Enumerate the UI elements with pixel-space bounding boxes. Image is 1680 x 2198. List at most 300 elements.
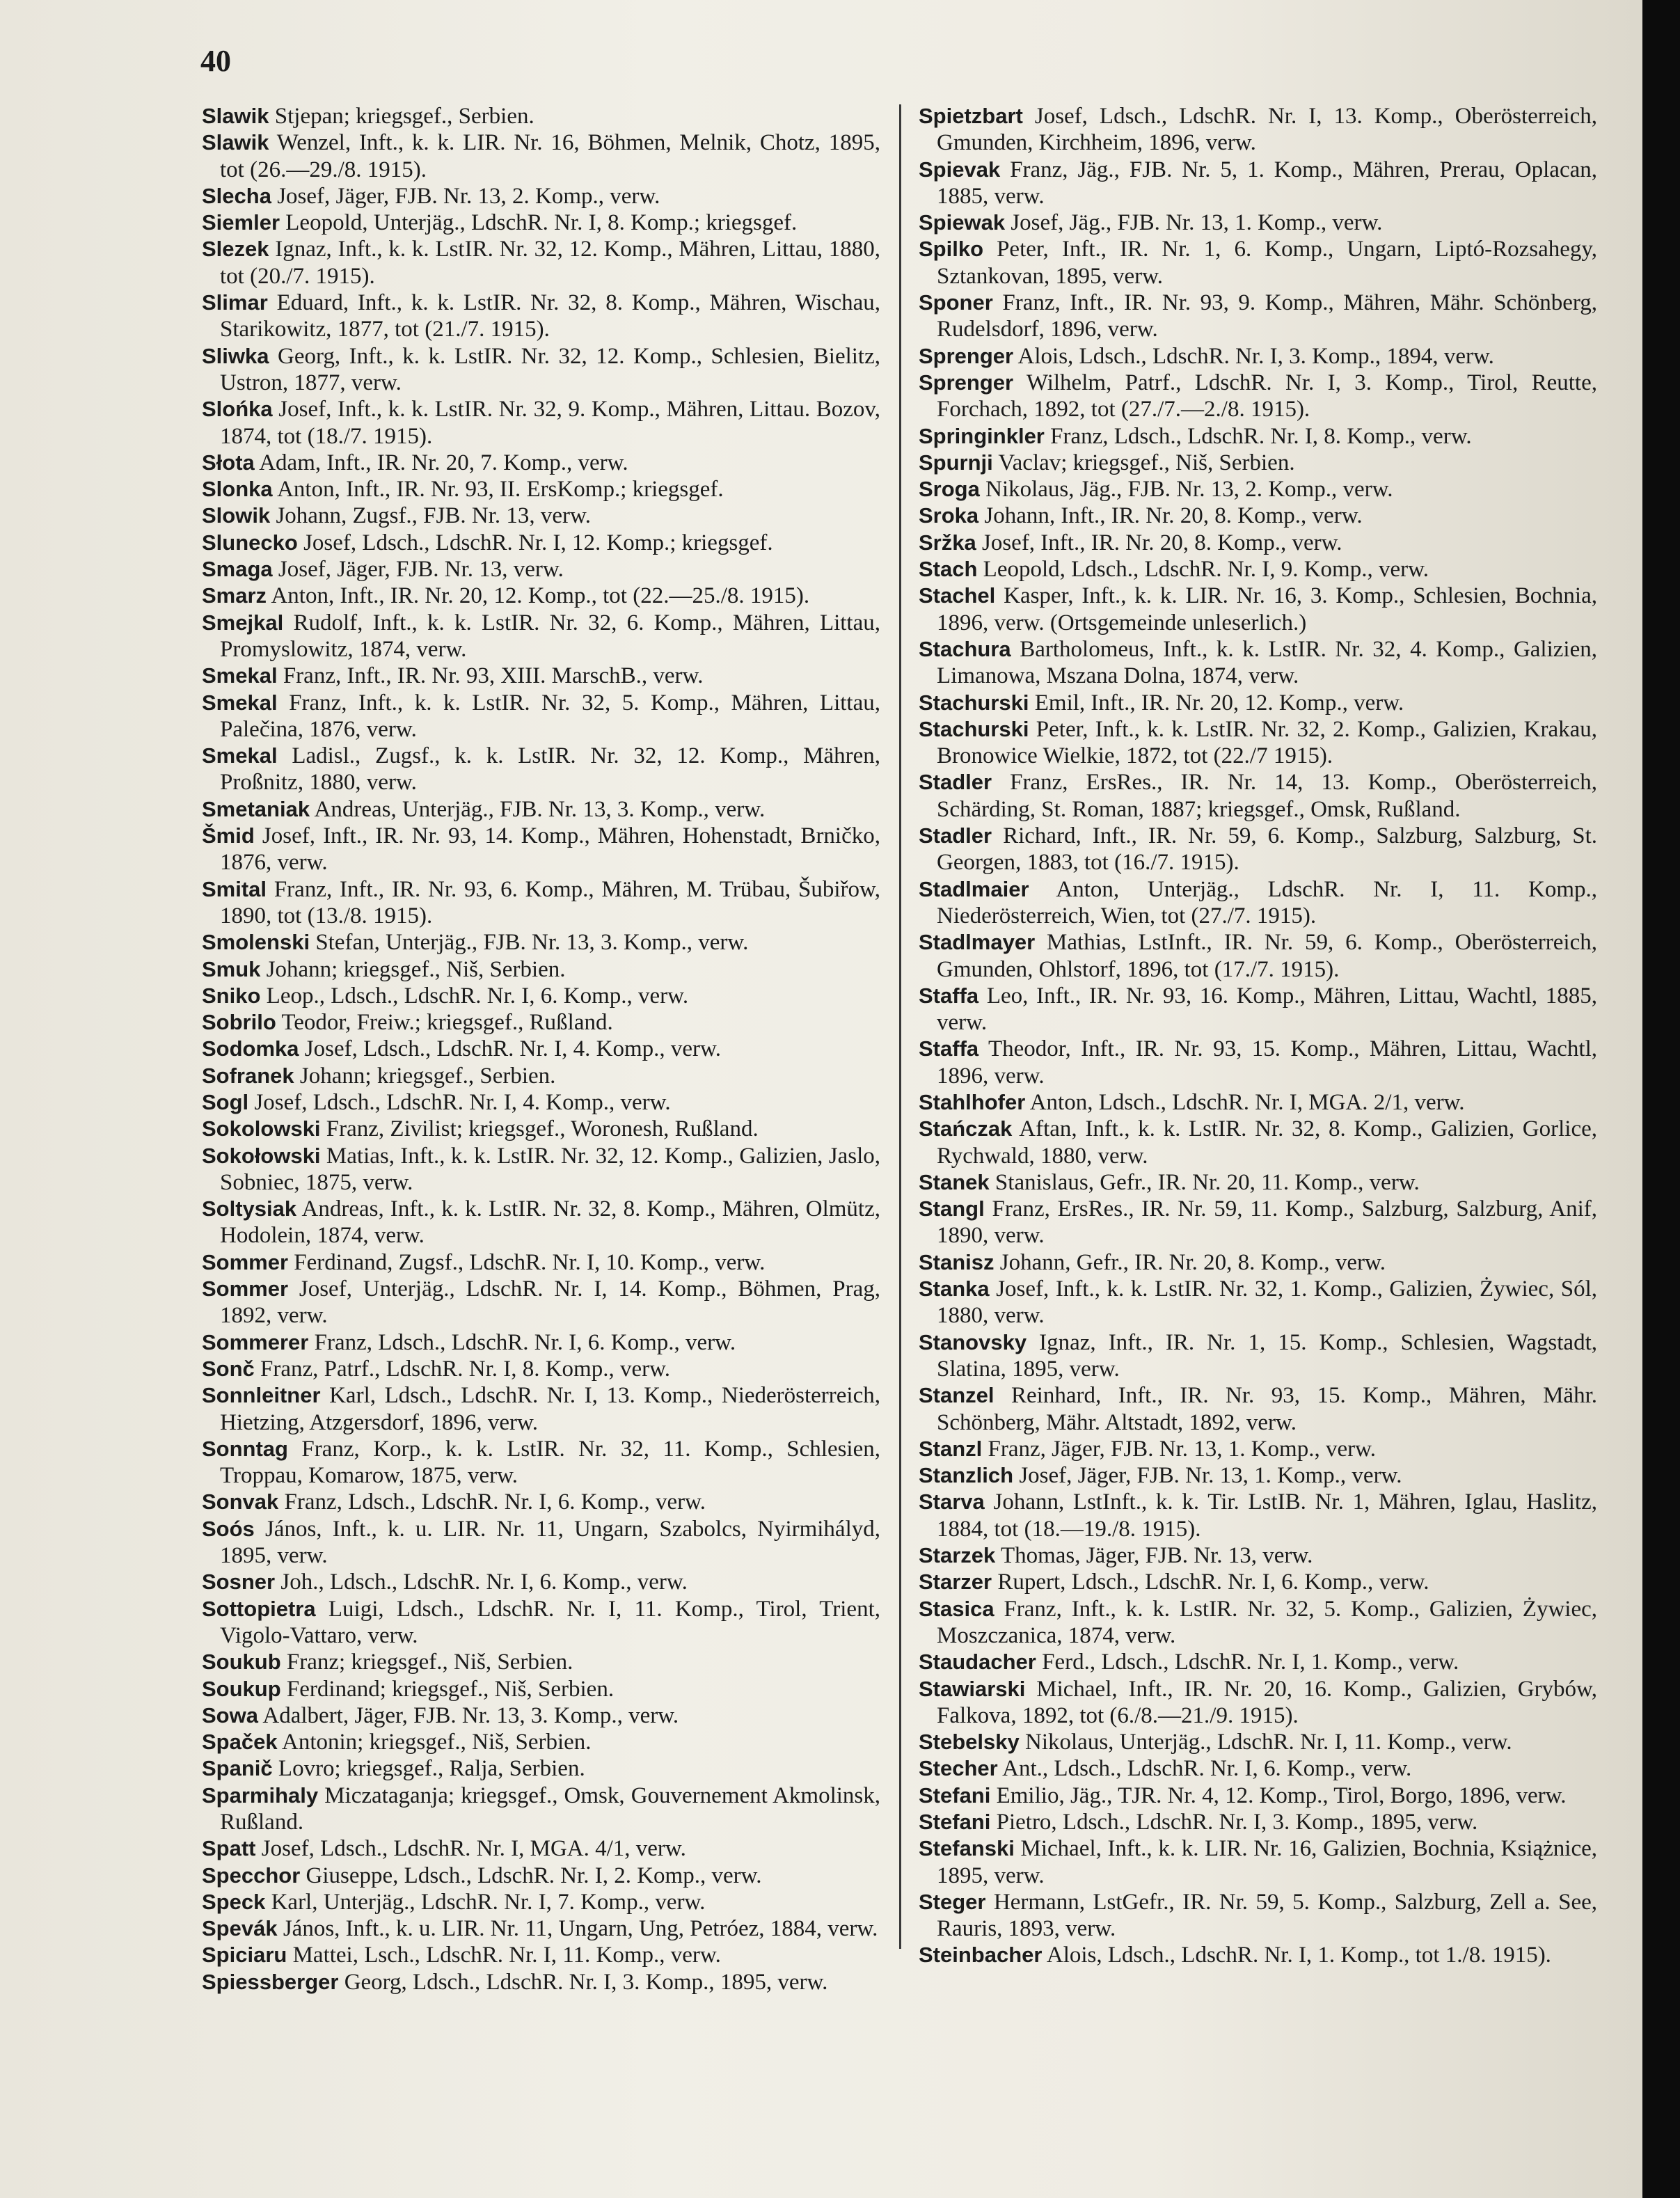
entry-surname: Sržka (919, 530, 976, 555)
entry-details: Johann; kriegsgef., Niš, Serbien. (260, 956, 566, 982)
entry-details: Johann, Inft., IR. Nr. 20, 8. Komp., verw. (978, 503, 1363, 529)
entry-details: Alois, Ldsch., LdschR. Nr. I, 1. Komp., tot 1./8. 1915). (1042, 1943, 1551, 1968)
list-entry (202, 823, 880, 876)
entry-details: Ferd., Ldsch., LdschR. Nr. I, 1. Komp., verw. (1036, 1650, 1459, 1675)
entry-details: Bartholomeus, Inft., k. k. LstIR. Nr. 32, 4. Komp., Galizien, Limanowa, Mszana Dolna, 1874, verw. (937, 636, 1597, 689)
entry-details: Josef, Jäger, FJB. Nr. 13, 2. Komp., verw. (271, 183, 660, 209)
entry-surname: Stefani (919, 1810, 991, 1834)
entry-details: Franz, Ldsch., LdschR. Nr. I, 6. Komp., verw. (278, 1489, 706, 1515)
entry-details: Andreas, Inft., k. k. LstIR. Nr. 32, 8. Komp., Mähren, Olmütz, Hodolein, 1874, verw. (220, 1196, 880, 1249)
entry-details: Karl, Unterjäg., LdschR. Nr. I, 7. Komp., verw. (265, 1889, 706, 1915)
entry-surname: Slowik (202, 503, 271, 528)
entry-details: Peter, Inft., k. k. LstIR. Nr. 32, 2. Komp., Galizien, Krakau, Bronowice Wielkie, 1872, tot (22./7 1915). (937, 716, 1597, 769)
entry-surname: Slimar (202, 290, 268, 315)
entry-details: János, Inft., k. u. LIR. Nr. 11, Ungarn, Ung, Petróez, 1884, verw. (277, 1916, 878, 1942)
list-entry (202, 450, 880, 476)
entry-surname: Stachura (919, 636, 1011, 661)
entry-surname: Starzer (919, 1570, 992, 1595)
list-entry (919, 1676, 1597, 1730)
entry-details: Franz, Korp., k. k. LstIR. Nr. 32, 11. Komp., Schlesien, Troppau, Komarow, 1875, verw. (220, 1436, 880, 1489)
entry-surname: Sokołowski (202, 1143, 321, 1168)
entry-surname: Sliwka (202, 343, 269, 368)
entry-details: Josef, Ldsch., LdschR. Nr. I, 12. Komp.; kriegsgef. (297, 530, 773, 555)
entry-surname: Spilko (919, 237, 984, 262)
entry-details: Franz, Patrf., LdschR. Nr. I, 8. Komp., verw. (254, 1356, 671, 1382)
list-entry (202, 556, 880, 583)
entry-details: Matias, Inft., k. k. LstIR. Nr. 32, 12. Komp., Galizien, Jaslo, Sobniec, 1875, verw. (220, 1143, 880, 1195)
list-entry (202, 343, 880, 397)
list-entry (919, 1729, 1597, 1755)
entry-surname: Sommer (202, 1249, 289, 1274)
entry-surname: Smekal (202, 690, 278, 715)
entry-details: Josef, Unterjäg., LdschR. Nr. I, 14. Komp., Böhmen, Prag, 1892, verw. (220, 1276, 880, 1329)
entry-details: Josef, Inft., k. k. LstIR. Nr. 32, 1. Komp., Galizien, Żywiec, Sól, 1880, verw. (937, 1276, 1597, 1329)
entry-details: Franz, Jäger, FJB. Nr. 13, 1. Komp., verw. (982, 1436, 1377, 1462)
list-entry (202, 663, 880, 689)
list-entry (202, 1942, 880, 1968)
entry-surname: Sodomka (202, 1036, 299, 1061)
entry-surname: Sowa (202, 1702, 258, 1727)
list-entry (202, 1436, 880, 1489)
entry-details: Franz, Inft., IR. Nr. 93, XIII. MarschB., verw. (277, 663, 704, 689)
list-entry (202, 236, 880, 290)
entry-surname: Stanisz (919, 1249, 994, 1274)
list-entry (202, 610, 880, 663)
entry-details: Richard, Inft., IR. Nr. 59, 6. Komp., Salzburg, Salzburg, St. Georgen, 1883, tot (16./7. 1915). (937, 823, 1597, 876)
entry-surname: Stanzel (919, 1383, 994, 1408)
entry-surname: Speck (202, 1889, 266, 1914)
entry-details: Ant., Ldsch., LdschR. Nr. I, 6. Komp., verw. (997, 1756, 1412, 1782)
list-entry (202, 690, 880, 743)
entry-surname: Siemler (202, 210, 280, 235)
entry-details: Ignaz, Inft., IR. Nr. 1, 15. Komp., Schlesien, Wagstadt, Slatina, 1895, verw. (937, 1329, 1597, 1382)
entry-details: Franz, Inft., k. k. LstIR. Nr. 32, 5. Komp., Galizien, Żywiec, Moszczanica, 1874, verw. (937, 1596, 1597, 1648)
entry-details: Ferdinand, Zugsf., LdschR. Nr. I, 10. Komp., verw. (288, 1249, 766, 1275)
entry-details: Leopold, Unterjäg., LdschR. Nr. I, 8. Komp.; kriegsgef. (280, 210, 798, 236)
list-entry (919, 1889, 1597, 1943)
entry-surname: Sonnleitner (202, 1383, 321, 1408)
list-entry (919, 1782, 1597, 1809)
list-entry (202, 1516, 880, 1570)
entry-surname: Stawiarski (919, 1676, 1026, 1701)
list-entry (202, 1915, 880, 1942)
list-entry (919, 823, 1597, 876)
entry-surname: Starva (919, 1489, 985, 1515)
list-entry (919, 1542, 1597, 1569)
entry-details: Wenzel, Inft., k. k. LIR. Nr. 16, Böhmen, Melnik, Chotz, 1895, tot (26.—29./8. 1915). (220, 130, 880, 182)
list-entry (202, 129, 880, 183)
entry-details: Luigi, Ldsch., LdschR. Nr. I, 11. Komp., Tirol, Trient, Vigolo-Vattaro, verw. (220, 1596, 880, 1648)
entry-surname: Slonka (202, 477, 273, 502)
list-entry (919, 290, 1597, 343)
entry-details: Franz; kriegsgef., Niš, Serbien. (280, 1650, 573, 1675)
list-entry (202, 1382, 880, 1436)
list-entry (919, 583, 1597, 636)
entry-surname: Sparmihaly (202, 1782, 319, 1808)
entry-surname: Slunecko (202, 530, 298, 555)
entry-surname: Stahlhofer (919, 1089, 1026, 1114)
entry-surname: Staffa (919, 1036, 979, 1061)
entry-details: Hermann, LstGefr., IR. Nr. 59, 5. Komp., Salzburg, Zell a. See, Rauris, 1893, verw. (937, 1889, 1597, 1942)
list-entry (202, 476, 880, 503)
entry-details: Michael, Inft., IR. Nr. 20, 16. Komp., Galizien, Grybów, Falkova, 1892, tot (6./8.—21./9. 1915). (937, 1676, 1597, 1728)
entry-details: Josef, Ldsch., LdschR. Nr. I, 4. Komp., verw. (299, 1036, 721, 1062)
entry-surname: Stachurski (919, 716, 1029, 741)
list-entry (919, 1089, 1597, 1116)
list-entry (202, 1063, 880, 1089)
list-entry (202, 1356, 880, 1382)
entry-details: Franz, Inft., IR. Nr. 93, 6. Komp., Mähren, M. Trübau, Šubiřow, 1890, tot (13./8. 1915). (220, 876, 880, 928)
list-entry (202, 876, 880, 930)
entry-surname: Stadlmayer (919, 930, 1036, 955)
entry-details: Johann, Zugsf., FJB. Nr. 13, verw. (270, 503, 591, 529)
list-entry (919, 1569, 1597, 1595)
entry-surname: Stangl (919, 1196, 985, 1221)
list-entry (202, 183, 880, 209)
entry-surname: Sonč (202, 1356, 255, 1381)
entry-details: Georg, Ldsch., LdschR. Nr. I, 3. Komp., 1895, verw. (338, 1969, 828, 1995)
list-entry (919, 423, 1597, 450)
entry-surname: Stańczak (919, 1116, 1013, 1141)
list-entry (919, 690, 1597, 716)
list-entry (202, 530, 880, 556)
list-entry (919, 1382, 1597, 1436)
entry-details: Nikolaus, Jäg., FJB. Nr. 13, 2. Komp., verw. (979, 477, 1393, 503)
entry-surname: Stebelsky (919, 1730, 1020, 1755)
entry-surname: Spievak (919, 157, 1001, 182)
entry-surname: Sommerer (202, 1329, 309, 1354)
entry-surname: Stasica (919, 1596, 994, 1621)
entry-details: Pietro, Ldsch., LdschR. Nr. I, 3. Komp., 1895, verw. (990, 1810, 1478, 1835)
entry-surname: Spatt (202, 1836, 256, 1861)
entry-surname: Slawik (202, 104, 269, 128)
list-entry (202, 1702, 880, 1729)
entry-details: Karl, Ldsch., LdschR. Nr. I, 13. Komp., Niederösterreich, Hietzing, Atzgersdorf, 1896, verw. (220, 1383, 880, 1435)
entry-surname: Sommer (202, 1276, 289, 1302)
entry-surname: Sofranek (202, 1063, 294, 1088)
entry-details: Johann, Gefr., IR. Nr. 20, 8. Komp., verw. (994, 1249, 1386, 1275)
entry-details: Georg, Inft., k. k. LstIR. Nr. 32, 12. Komp., Schlesien, Bielitz, Ustron, 1877, verw. (220, 343, 880, 395)
list-entry (919, 209, 1597, 236)
entry-surname: Springinkler (919, 423, 1045, 448)
entry-details: Michael, Inft., k. k. LIR. Nr. 16, Galizien, Bochnia, Książnice, 1895, verw. (937, 1836, 1597, 1888)
list-entry (202, 1863, 880, 1889)
entry-details: Franz, Jäg., FJB. Nr. 5, 1. Komp., Mähren, Prerau, Oplacan, 1885, verw. (937, 157, 1597, 209)
entry-details: Johann, LstInft., k. k. Tir. LstIB. Nr. 1, Mähren, Iglau, Haslitz, 1884, tot (18.—19./8. 1915). (937, 1489, 1597, 1542)
entry-surname: Stachurski (919, 690, 1029, 715)
entry-details: Anton, Inft., IR. Nr. 20, 12. Komp., tot (22.—25./8. 1915). (267, 583, 810, 609)
entry-details: Miczataganja; kriegsgef., Omsk, Gouvernement Akmolinsk, Rußland. (220, 1782, 880, 1835)
entry-surname: Sprenger (919, 343, 1014, 368)
entry-details: Adam, Inft., IR. Nr. 20, 7. Komp., verw. (254, 450, 628, 475)
list-entry (202, 1089, 880, 1116)
entry-details: Franz, Inft., k. k. LstIR. Nr. 32, 5. Komp., Mähren, Littau, Palečina, 1876, verw. (220, 690, 880, 742)
entry-details: Theodor, Inft., IR. Nr. 93, 15. Komp., Mähren, Littau, Wachtl, 1896, verw. (937, 1036, 1597, 1089)
list-entry (919, 1809, 1597, 1835)
entry-surname: Smetaniak (202, 796, 310, 821)
list-entry (919, 450, 1597, 476)
entry-surname: Stanovsky (919, 1329, 1027, 1354)
list-entry (202, 396, 880, 450)
entry-surname: Stach (919, 557, 978, 582)
list-entry (919, 370, 1597, 423)
entry-details: Lovro; kriegsgef., Ralja, Serbien. (272, 1756, 585, 1782)
entry-surname: Sobrilo (202, 1010, 276, 1035)
list-entry (202, 983, 880, 1009)
list-entry (202, 1649, 880, 1675)
entry-surname: Slawik (202, 130, 269, 155)
entry-surname: Smuk (202, 956, 261, 981)
entry-surname: Stadler (919, 770, 992, 795)
entry-surname: Stadlmaier (919, 876, 1029, 901)
list-entry (202, 103, 880, 129)
list-entry (919, 1755, 1597, 1782)
entry-surname: Smarz (202, 583, 267, 608)
entry-surname: Spiciaru (202, 1943, 287, 1968)
entry-surname: Smaga (202, 557, 273, 582)
list-entry (919, 1169, 1597, 1196)
entry-surname: Stanek (919, 1169, 990, 1194)
entry-details: Alois, Ldsch., LdschR. Nr. I, 3. Komp., 1894, verw. (1013, 343, 1494, 369)
list-entry (919, 1835, 1597, 1889)
list-entry (919, 1489, 1597, 1542)
list-entry (919, 343, 1597, 370)
entry-surname: Slezek (202, 237, 269, 262)
entry-surname: Staudacher (919, 1650, 1036, 1675)
list-entry (202, 1276, 880, 1329)
list-entry (202, 583, 880, 609)
entry-surname: Sprenger (919, 370, 1014, 395)
entry-details: Reinhard, Inft., IR. Nr. 93, 15. Komp., Mähren, Mähr. Schönberg, Mähr. Altstadt, 1892, verw. (937, 1383, 1597, 1435)
list-entry (919, 1942, 1597, 1968)
entry-details: Adalbert, Jäger, FJB. Nr. 13, 3. Komp., verw. (257, 1702, 679, 1728)
entry-surname: Soukub (202, 1650, 281, 1675)
entry-surname: Smolenski (202, 930, 310, 955)
entry-details: Josef, Inft., k. k. LstIR. Nr. 32, 9. Komp., Mähren, Littau. Bozov, 1874, tot (18./7. 1915). (220, 397, 880, 449)
list-entry (202, 1143, 880, 1196)
entry-details: Stjepan; kriegsgef., Serbien. (269, 104, 534, 129)
list-entry (202, 1196, 880, 1249)
entry-surname: Spevák (202, 1916, 278, 1941)
entry-surname: Spiessberger (202, 1969, 339, 1994)
list-entry (919, 636, 1597, 690)
entry-details: Josef, Ldsch., LdschR. Nr. I, MGA. 4/1, verw. (255, 1836, 686, 1862)
entry-details: Leopold, Ldsch., LdschR. Nr. I, 9. Komp., verw. (977, 557, 1429, 583)
entry-details: Giuseppe, Ldsch., LdschR. Nr. I, 2. Komp., verw. (300, 1863, 762, 1888)
entry-details: Ignaz, Inft., k. k. LstIR. Nr. 32, 12. Komp., Mähren, Littau, 1880, tot (20./7. 1915). (220, 237, 880, 289)
entry-details: Anton, Unterjäg., LdschR. Nr. I, 11. Komp., Niederösterreich, Wien, tot (27./7. 1915). (937, 876, 1597, 928)
list-entry (202, 1036, 880, 1062)
entry-details: Rupert, Ldsch., LdschR. Nr. I, 6. Komp., verw. (992, 1570, 1429, 1595)
entry-details: Emil, Inft., IR. Nr. 20, 12. Komp., verw. (1029, 690, 1404, 715)
entry-details: Wilhelm, Patrf., LdschR. Nr. I, 3. Komp., Tirol, Reutte, Forchach, 1892, tot (27./7.—2./8. 1915). (937, 370, 1597, 422)
entry-surname: Sniko (202, 983, 261, 1008)
entry-surname: Spiewak (919, 210, 1006, 235)
list-entry (919, 876, 1597, 930)
page-number: 40 (200, 44, 231, 78)
entry-surname: Soós (202, 1516, 255, 1541)
entry-details: Kasper, Inft., k. k. LIR. Nr. 16, 3. Komp., Schlesien, Bochnia, 1896, verw. (Ortsgemeinde unleserlich.) (937, 583, 1597, 635)
entry-details: Ladisl., Zugsf., k. k. LstIR. Nr. 32, 12. Komp., Mähren, Proßnitz, 1880, verw. (220, 743, 880, 796)
entry-details: Johann; kriegsgef., Serbien. (294, 1063, 556, 1089)
list-entry (202, 1676, 880, 1702)
entry-details: Anton, Inft., IR. Nr. 93, II. ErsKomp.; kriegsgef. (272, 477, 724, 503)
entry-details: Franz, ErsRes., IR. Nr. 14, 13. Komp., Oberösterreich, Schärding, St. Roman, 1887; kriegsgef., Omsk, Rußland. (937, 770, 1597, 822)
list-entry (202, 1489, 880, 1515)
entry-surname: Slońka (202, 397, 273, 422)
entry-surname: Staffa (919, 983, 979, 1008)
list-entry (202, 1009, 880, 1036)
list-entry (919, 1036, 1597, 1089)
entry-surname: Sroka (919, 503, 979, 528)
entry-surname: Sonvak (202, 1489, 279, 1515)
list-entry (202, 929, 880, 956)
entry-details: Josef, Jäg., FJB. Nr. 13, 1. Komp., verw. (1005, 210, 1383, 236)
entry-surname: Stachel (919, 583, 996, 608)
entry-details: Josef, Jäger, FJB. Nr. 13, verw. (272, 557, 564, 583)
entry-surname: Stanzl (919, 1436, 983, 1461)
entry-details: Stefan, Unterjäg., FJB. Nr. 13, 3. Komp., verw. (310, 930, 749, 956)
list-entry (919, 476, 1597, 503)
entry-surname: Stanzlich (919, 1463, 1014, 1488)
entry-details: Josef, Inft., IR. Nr. 20, 8. Komp., verw. (976, 530, 1342, 555)
list-entry (919, 1276, 1597, 1329)
list-entry (919, 1329, 1597, 1383)
list-entry (919, 1436, 1597, 1462)
entry-details: Leo, Inft., IR. Nr. 93, 16. Komp., Mähren, Littau, Wachtl, 1885, verw. (937, 983, 1597, 1036)
entry-surname: Sokolowski (202, 1116, 321, 1141)
list-entry (919, 556, 1597, 583)
entry-surname: Smital (202, 876, 267, 901)
list-entry (202, 290, 880, 343)
entry-surname: Soltysiak (202, 1196, 297, 1221)
entry-details: Eduard, Inft., k. k. LstIR. Nr. 32, 8. Komp., Mähren, Wischau, Starikowitz, 1877, tot (21./7. 1915). (220, 290, 880, 342)
entry-details: Teodor, Freiw.; kriegsgef., Rußland. (276, 1010, 613, 1036)
entry-details: Josef, Ldsch., LdschR. Nr. I, 4. Komp., verw. (248, 1089, 671, 1115)
list-entry (202, 1969, 880, 1995)
entry-surname: Spietzbart (919, 104, 1023, 128)
list-entry (919, 1116, 1597, 1169)
entry-surname: Spaček (202, 1730, 278, 1755)
entry-surname: Specchor (202, 1863, 301, 1888)
entry-surname: Spurnji (919, 450, 993, 475)
entry-details: Stanislaus, Gefr., IR. Nr. 20, 11. Komp., verw. (989, 1169, 1420, 1195)
list-entry (202, 503, 880, 529)
list-entry (202, 1729, 880, 1755)
entry-details: Franz, Ldsch., LdschR. Nr. I, 6. Komp., verw. (308, 1329, 736, 1355)
entry-surname: Sottopietra (202, 1596, 316, 1621)
entry-details: Joh., Ldsch., LdschR. Nr. I, 6. Komp., verw. (275, 1570, 688, 1595)
entry-details: Ferdinand; kriegsgef., Niš, Serbien. (280, 1676, 615, 1702)
column-divider (899, 104, 901, 1949)
list-entry (202, 1569, 880, 1595)
list-entry (202, 743, 880, 796)
entry-surname: Słota (202, 450, 255, 475)
list-entry (919, 1196, 1597, 1249)
entry-details: Franz, Inft., IR. Nr. 93, 9. Komp., Mähren, Mähr. Schönberg, Rudelsdorf, 1896, verw. (937, 290, 1597, 342)
entry-surname: Soukup (202, 1676, 281, 1701)
list-entry (202, 956, 880, 983)
list-entry (919, 236, 1597, 290)
list-entry (919, 929, 1597, 983)
entry-details: Franz, Ldsch., LdschR. Nr. I, 8. Komp., verw. (1044, 423, 1472, 449)
list-entry (919, 503, 1597, 529)
entry-surname: Stefani (919, 1782, 991, 1808)
entry-details: Franz, Zivilist; kriegsgef., Woronesh, Rußland. (320, 1116, 759, 1142)
entry-details: Andreas, Unterjäg., FJB. Nr. 13, 3. Komp., verw. (310, 796, 766, 822)
list-entry (202, 796, 880, 823)
entry-surname: Stefanski (919, 1836, 1015, 1861)
entry-surname: Stadler (919, 823, 992, 848)
list-entry (202, 1835, 880, 1862)
entry-details: Mattei, Lsch., LdschR. Nr. I, 11. Komp., verw. (287, 1943, 721, 1968)
entry-surname: Sponer (919, 290, 993, 315)
list-entry (202, 1755, 880, 1782)
entry-details: Rudolf, Inft., k. k. LstIR. Nr. 32, 6. Komp., Mähren, Littau, Promyslowitz, 1874, verw. (220, 610, 880, 662)
entry-surname: Steger (919, 1889, 986, 1914)
entry-details: Leop., Ldsch., LdschR. Nr. I, 6. Komp., verw. (260, 983, 689, 1009)
right-column (919, 103, 1597, 1969)
entry-details: Thomas, Jäger, FJB. Nr. 13, verw. (995, 1543, 1313, 1569)
list-entry (919, 103, 1597, 157)
entry-surname: Smekal (202, 743, 278, 768)
entry-surname: Sosner (202, 1570, 276, 1595)
entry-details: Nikolaus, Unterjäg., LdschR. Nr. I, 11. Komp., verw. (1019, 1730, 1512, 1755)
list-entry (202, 1782, 880, 1836)
entry-surname: Stanka (919, 1276, 990, 1302)
entry-details: Anton, Ldsch., LdschR. Nr. I, MGA. 2/1, verw. (1025, 1089, 1465, 1115)
list-entry (919, 1462, 1597, 1489)
entry-surname: Stecher (919, 1756, 998, 1781)
entry-details: Josef, Jäger, FJB. Nr. 13, 1. Komp., verw. (1013, 1463, 1402, 1489)
list-entry (202, 209, 880, 236)
list-entry (202, 1116, 880, 1142)
list-entry (919, 716, 1597, 770)
entry-surname: Smekal (202, 663, 278, 688)
entry-surname: Sroga (919, 477, 980, 502)
entry-details: Josef, Inft., IR. Nr. 93, 14. Komp., Mähren, Hohenstadt, Brničko, 1876, verw. (220, 823, 880, 876)
entry-details: Mathias, LstInft., IR. Nr. 59, 6. Komp., Oberösterreich, Gmunden, Ohlstorf, 1896, tot (17./7. 1915). (937, 930, 1597, 982)
list-entry (919, 769, 1597, 823)
list-entry (919, 1649, 1597, 1675)
list-entry (919, 1249, 1597, 1276)
entry-surname: Smejkal (202, 610, 284, 635)
list-entry (919, 157, 1597, 210)
entry-details: Vaclav; kriegsgef., Niš, Serbien. (992, 450, 1295, 475)
entry-details: Josef, Ldsch., LdschR. Nr. I, 13. Komp., Oberösterreich, Gmunden, Kirchheim, 1896, verw. (937, 104, 1597, 156)
entry-surname: Slecha (202, 183, 271, 208)
entry-surname: Sonntag (202, 1436, 288, 1461)
entry-surname: Šmid (202, 823, 255, 848)
left-column (202, 103, 880, 1995)
scan-edge (1642, 0, 1680, 2198)
entry-surname: Sogl (202, 1089, 249, 1114)
entry-details: Antonin; kriegsgef., Niš, Serbien. (277, 1730, 592, 1755)
entry-surname: Steinbacher (919, 1943, 1043, 1968)
list-entry (202, 1329, 880, 1356)
entry-details: Emilio, Jäg., TJR. Nr. 4, 12. Komp., Tirol, Borgo, 1896, verw. (990, 1782, 1567, 1808)
entry-details: Aftan, Inft., k. k. LstIR. Nr. 32, 8. Komp., Galizien, Gorlice, Rychwald, 1880, verw. (937, 1116, 1597, 1169)
list-entry (919, 1596, 1597, 1650)
list-entry (919, 983, 1597, 1036)
list-entry (202, 1889, 880, 1915)
entry-details: Peter, Inft., IR. Nr. 1, 6. Komp., Ungarn, Liptó-Rozsahegy, Sztankovan, 1895, verw. (937, 237, 1597, 289)
list-entry (919, 530, 1597, 556)
list-entry (202, 1596, 880, 1650)
entry-surname: Spanič (202, 1756, 273, 1781)
entry-surname: Starzek (919, 1543, 996, 1568)
list-entry (202, 1249, 880, 1276)
